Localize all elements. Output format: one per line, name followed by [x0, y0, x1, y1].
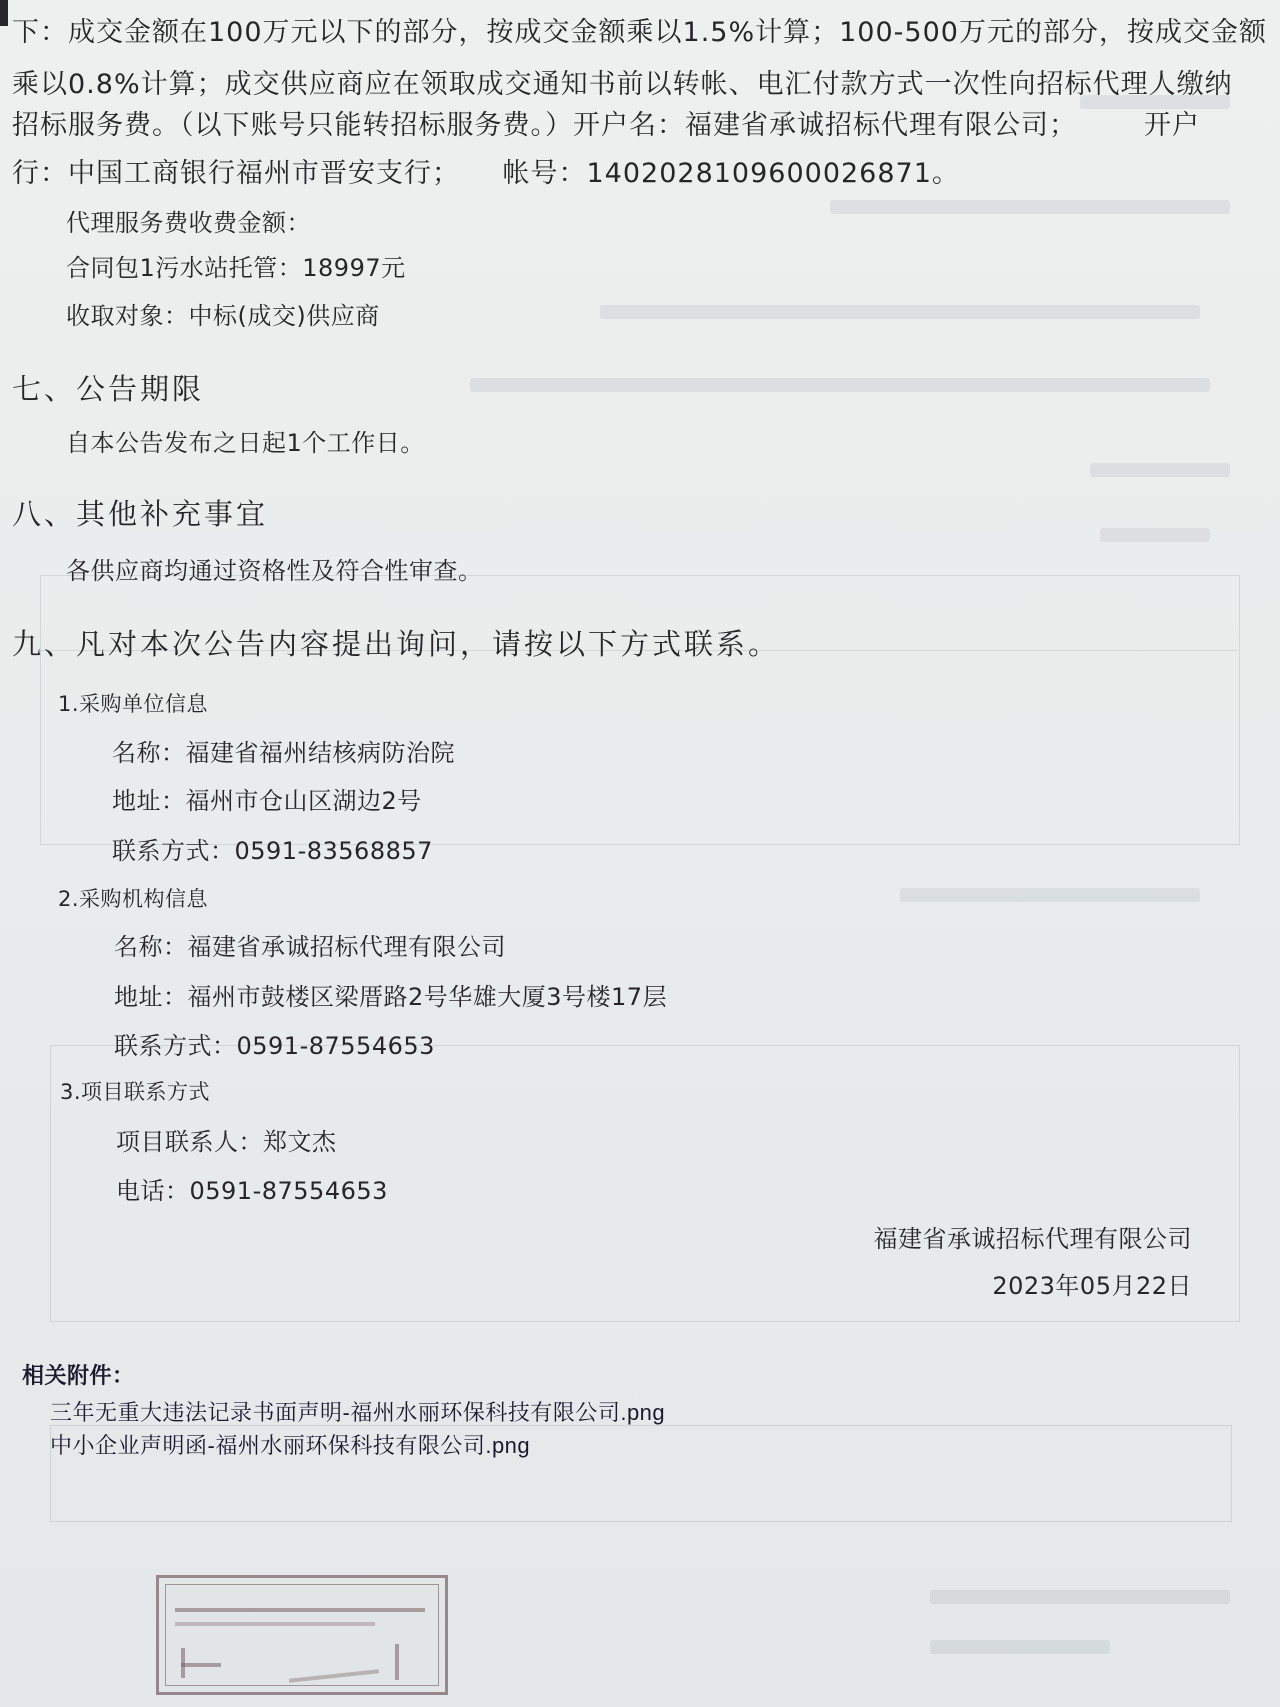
bleed-through-text [1090, 463, 1230, 477]
project-contact-phone: 电话：0591-87554653 [116, 1177, 388, 1205]
project-contact-heading: 3.项目联系方式 [60, 1080, 211, 1104]
fee-text-line-2: 乘以0.8%计算；成交供应商应在领取成交通知书前以转帐、电汇付款方式一次性向招标代理人缴纳 [12, 69, 1233, 100]
fee-text-line-1: 下：成交金额在100万元以下的部分，按成交金额乘以1.5%计算；100-500万元的部分，按成交金额 [12, 17, 1267, 48]
bleed-through-text [600, 305, 1200, 319]
attachments-title: 相关附件： [22, 1363, 135, 1388]
seal-stamp-text-stroke [181, 1663, 221, 1667]
purchaser-contact: 联系方式：0591-83568857 [112, 837, 433, 865]
section-9-title: 九、凡对本次公告内容提出询问，请按以下方式联系。 [12, 627, 781, 661]
section-8-text: 各供应商均通过资格性及符合性审查。 [66, 557, 483, 585]
fee-text-line-3: 招标服务费。（以下账号只能转招标服务费。）开户名：福建省承诚招标代理有限公司； [12, 110, 1077, 141]
agency-address: 地址：福州市鼓楼区梁厝路2号华雄大厦3号楼17层 [114, 983, 668, 1011]
seal-stamp-text-stroke [395, 1644, 399, 1680]
bleed-through-text [930, 1590, 1230, 1604]
fee-text-line-3-end: 开户 [1144, 110, 1200, 141]
section-7-title: 七、公告期限 [12, 372, 205, 406]
seal-stamp-text-stroke [175, 1622, 375, 1626]
purchaser-info-heading: 1.采购单位信息 [58, 692, 209, 716]
agency-contact: 联系方式：0591-87554653 [114, 1032, 435, 1060]
attachment-link[interactable]: 三年无重大违法记录书面声明-福州水丽环保科技有限公司.png [50, 1400, 666, 1425]
bleed-through-text [1100, 528, 1210, 542]
section-7-text: 自本公告发布之日起1个工作日。 [66, 429, 425, 457]
purchaser-address: 地址：福州市仓山区湖边2号 [112, 787, 422, 815]
bleed-through-text [830, 200, 1230, 214]
bleed-through-text [470, 378, 1210, 392]
bleed-through-text [900, 888, 1200, 902]
seal-stamp-text-stroke [175, 1608, 425, 1612]
project-contact-person: 项目联系人：郑文杰 [116, 1128, 337, 1156]
signature-organization: 福建省承诚招标代理有限公司 [873, 1225, 1192, 1253]
bank-account-line: 行：中国工商银行福州市晋安支行； 帐号：1402028109600026871。 [12, 158, 960, 189]
section-8-title: 八、其他补充事宜 [12, 497, 269, 531]
attachment-link[interactable]: 中小企业声明函-福州水丽环保科技有限公司.png [50, 1433, 531, 1458]
fee-amount-label: 代理服务费收费金额： [66, 209, 311, 237]
fee-collect-target: 收取对象：中标(成交)供应商 [66, 302, 380, 330]
purchaser-name: 名称：福建省福州结核病防治院 [112, 739, 455, 767]
agency-info-heading: 2.采购机构信息 [58, 887, 209, 911]
seal-stamp [156, 1575, 448, 1695]
fee-amount-item: 合同包1污水站托管：18997元 [66, 254, 406, 282]
signature-date: 2023年05月22日 [992, 1272, 1192, 1300]
agency-name: 名称：福建省承诚招标代理有限公司 [114, 933, 506, 961]
bleed-through-text [930, 1640, 1110, 1654]
left-edge-mark [0, 0, 8, 26]
